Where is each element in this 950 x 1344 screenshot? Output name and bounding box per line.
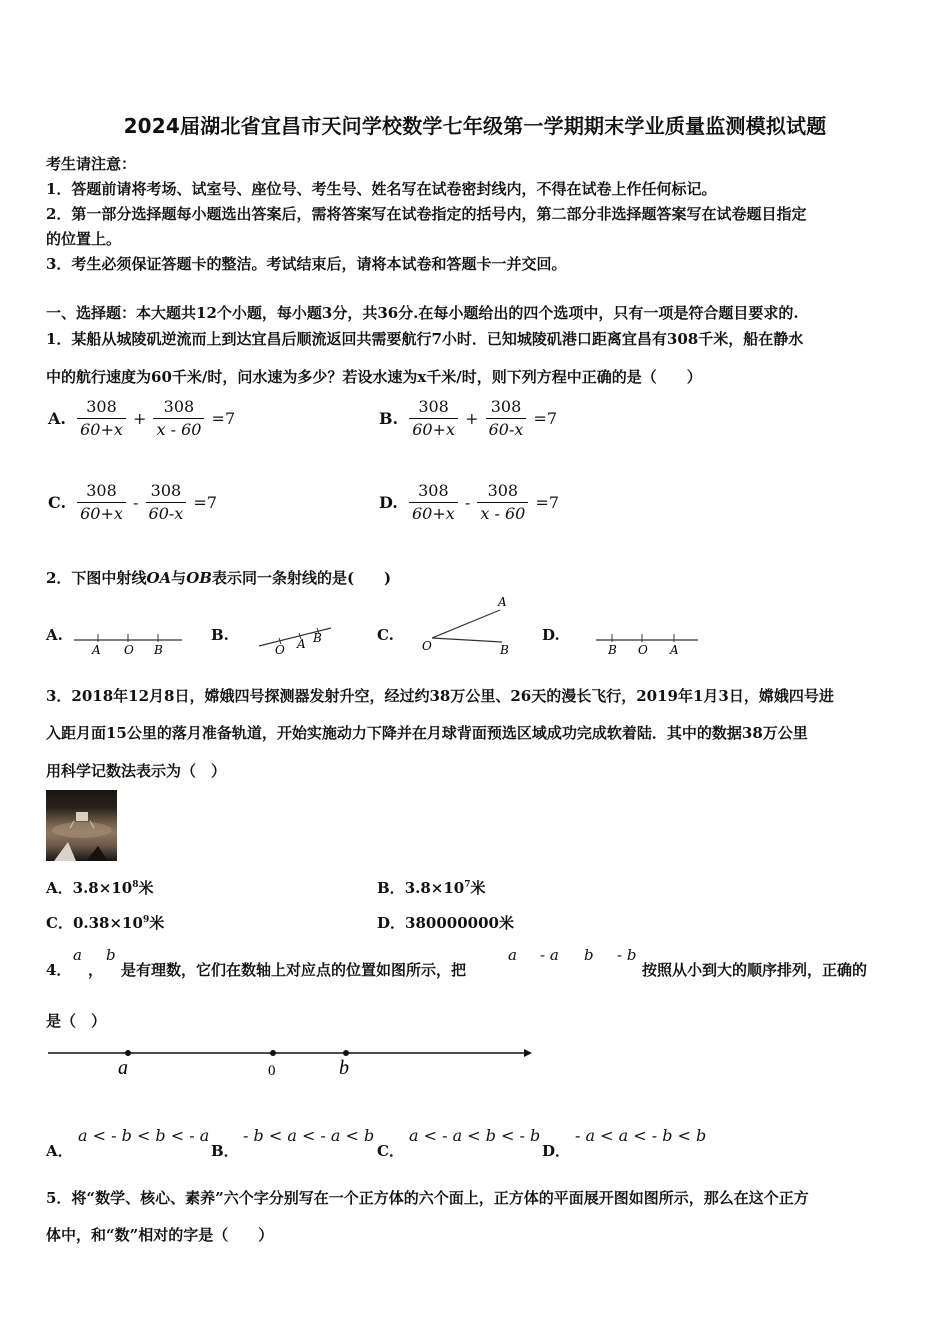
axis-label-a: a (118, 1057, 128, 1079)
numerator: 308 (409, 480, 458, 503)
q1-option-b[interactable] (377, 396, 559, 441)
option-unit: 米 (498, 914, 514, 932)
q2-oa: OA (146, 569, 172, 587)
moon-landing-photo (46, 790, 117, 861)
notice-item-2-cont: 的位置上。 (46, 230, 122, 248)
numerator: 308 (77, 396, 126, 419)
q4-list-item: a (508, 946, 517, 964)
denominator: 60+x (411, 504, 455, 523)
q4-comma: ， (88, 961, 104, 979)
option-letter: B． (377, 879, 405, 897)
rhs: =7 (211, 409, 236, 428)
numerator: 308 (409, 396, 458, 419)
point-label: B (608, 643, 617, 657)
option-unit: 米 (470, 879, 486, 897)
q3-option-a[interactable] (46, 877, 153, 898)
notice-item-3: 3．考生必须保证答题卡的整洁。考试结束后，请将本试卷和答题卡一并交回。 (46, 255, 567, 273)
option-exponent: 7 (464, 880, 471, 890)
q4-list-item: - b (617, 946, 637, 964)
option-base: 380000000 (405, 914, 499, 932)
option-letter: D. (379, 493, 398, 512)
denominator: 60-x (148, 504, 184, 523)
q4-line2: 是（ ） (46, 1012, 107, 1030)
page-title: 2024届湖北省宜昌市天问学校数学七年级第一学期期末学业质量监测模拟试题 (123, 114, 827, 138)
q4-text2: 按照从小到大的顺序排列，正确的 (642, 961, 868, 979)
option-letter: D． (377, 914, 406, 932)
q5-line1: 5．将“数学、核心、素养”六个字分别写在一个正方体的六个面上，正方体的平面展开图如图所示，那么在这个正方 (46, 1189, 809, 1207)
q3-line2: 入距月面15公里的落月准备轨道，开始实施动力下降并在月球背面预选区域成功完成软着陆．其中的数据38万公里 (46, 724, 808, 742)
moon-landing-illustration (46, 790, 117, 861)
point-label: O (638, 643, 648, 657)
q4-option-d-letter[interactable]: D． (542, 1142, 571, 1160)
option-letter: B. (379, 409, 399, 428)
notice-item-2: 2．第一部分选择题每小题选出答案后，需将答案写在试卷指定的括号内，第二部分非选择题答案写在试卷题目指定 (46, 205, 807, 223)
operator: + (132, 409, 147, 428)
q4-number-line (46, 1040, 536, 1085)
q4-var-a: a (73, 946, 82, 964)
q3-option-d[interactable] (377, 912, 514, 933)
rhs: =7 (193, 493, 217, 512)
point-label: O (275, 643, 285, 657)
q1-option-a[interactable] (46, 396, 237, 441)
q2-text (46, 567, 391, 588)
q1-option-d[interactable] (377, 480, 561, 525)
point-label: O (124, 643, 134, 657)
q2-option-a-figure[interactable] (70, 628, 185, 658)
q2-option-b-letter[interactable]: B. (211, 626, 229, 644)
q3-line1: 3．2018年12月8日，嫦娥四号探测器发射升空，经过约38万公里、26天的漫长飞行，2019年1月3日，嫦娥四号进 (46, 687, 834, 705)
q2-option-c-figure[interactable] (418, 594, 518, 658)
q3-option-c[interactable] (46, 912, 164, 933)
q2-text-pre: 2．下图中射线 (46, 569, 147, 587)
section-heading: 一、选择题：本大题共12个小题，每小题3分，共36分.在每小题给出的四个选项中，只有一项是符合题目要求的. (46, 304, 799, 322)
denominator: x - 60 (480, 504, 526, 523)
rhs: =7 (535, 493, 560, 512)
axis-label-b: b (339, 1057, 349, 1079)
q4-option-a-letter[interactable]: A． (46, 1142, 73, 1160)
q4-text1: 是有理数，它们在数轴上对应点的位置如图所示，把 (121, 961, 467, 979)
q4-option-c-expr[interactable]: a < - a < b < - b (409, 1126, 541, 1145)
q4-option-a-expr[interactable]: a < - b < b < - a (78, 1126, 210, 1145)
q3-option-b[interactable] (377, 877, 486, 898)
point-label: B (500, 643, 509, 657)
point-label: O (422, 639, 432, 653)
q2-option-c-letter[interactable]: C. (377, 626, 394, 644)
notice-heading: 考生请注意： (46, 155, 137, 173)
operator: - (133, 493, 139, 512)
point-label: A (670, 643, 679, 657)
axis-label-zero: 0 (268, 1063, 276, 1079)
option-unit: 米 (138, 879, 154, 897)
point-label: A (297, 637, 306, 651)
option-exponent: 8 (132, 880, 139, 890)
q2-text-mid: 与 (171, 569, 187, 587)
point-label: A (92, 643, 101, 657)
option-unit: 米 (149, 914, 165, 932)
q2-option-d-letter[interactable]: D. (542, 626, 560, 644)
denominator: 60-x (488, 420, 524, 439)
numerator: 308 (146, 480, 187, 503)
denominator: 60+x (412, 420, 455, 439)
denominator: x - 60 (156, 420, 202, 439)
q4-list-item: - a (540, 946, 559, 964)
q4-option-b-expr[interactable]: - b < a < - a < b (243, 1126, 375, 1145)
arrow-icon (524, 1049, 532, 1057)
q2-option-b-figure[interactable] (255, 620, 335, 658)
point-label: B (313, 631, 322, 645)
q2-ob: OB (186, 569, 212, 587)
option-letter: C． (46, 914, 73, 932)
numerator: 308 (153, 396, 204, 419)
q2-option-a-letter[interactable]: A. (46, 626, 63, 644)
option-base: 0.38×10 (72, 914, 143, 932)
option-letter: A. (48, 409, 66, 428)
point-label: A (498, 595, 507, 609)
rhs: =7 (533, 409, 558, 428)
numerator: 308 (77, 480, 126, 503)
q5-line2: 体中，和“数”相对的字是（ ） (46, 1226, 274, 1244)
operator: + (465, 409, 479, 428)
q4-list-item: b (584, 946, 594, 964)
q1-line2: 中的航行速度为60千米/时，问水速为多少？若设水速为x千米/时，则下列方程中正确的是（ ） (46, 368, 702, 386)
numerator: 308 (486, 396, 527, 419)
q3-line3: 用科学记数法表示为（ ） (46, 762, 227, 780)
q1-option-c[interactable] (46, 480, 219, 525)
option-letter: A． (46, 879, 73, 897)
option-base: 3.8×10 (72, 879, 133, 897)
q1-line1: 1．某船从城陵矶逆流而上到达宜昌后顺流返回共需要航行7小时．已知城陵矶港口距离宜昌有308千米，船在静水 (46, 330, 804, 348)
option-letter: C. (48, 493, 67, 512)
q4-option-b-letter[interactable]: B． (211, 1142, 239, 1160)
option-exponent: 9 (142, 915, 150, 925)
operator: - (464, 493, 471, 512)
q2-option-d-figure[interactable] (592, 628, 702, 658)
q4-var-b: b (106, 946, 116, 964)
point-label: B (154, 643, 163, 657)
q4-option-d-expr[interactable]: - a < a < - b < b (575, 1126, 707, 1145)
q2-text-post: 表示同一条射线的是( ) (211, 569, 392, 587)
q4-num: 4． (46, 961, 72, 979)
numerator: 308 (477, 480, 528, 503)
q4-option-c-letter[interactable]: C． (377, 1142, 404, 1160)
denominator: 60+x (80, 504, 123, 523)
denominator: 60+x (80, 420, 123, 439)
option-base: 3.8×10 (404, 879, 465, 897)
notice-item-1: 1．答题前请将考场、试室号、座位号、考生号、姓名写在试卷密封线内，不得在试卷上作任何标记。 (46, 180, 717, 198)
